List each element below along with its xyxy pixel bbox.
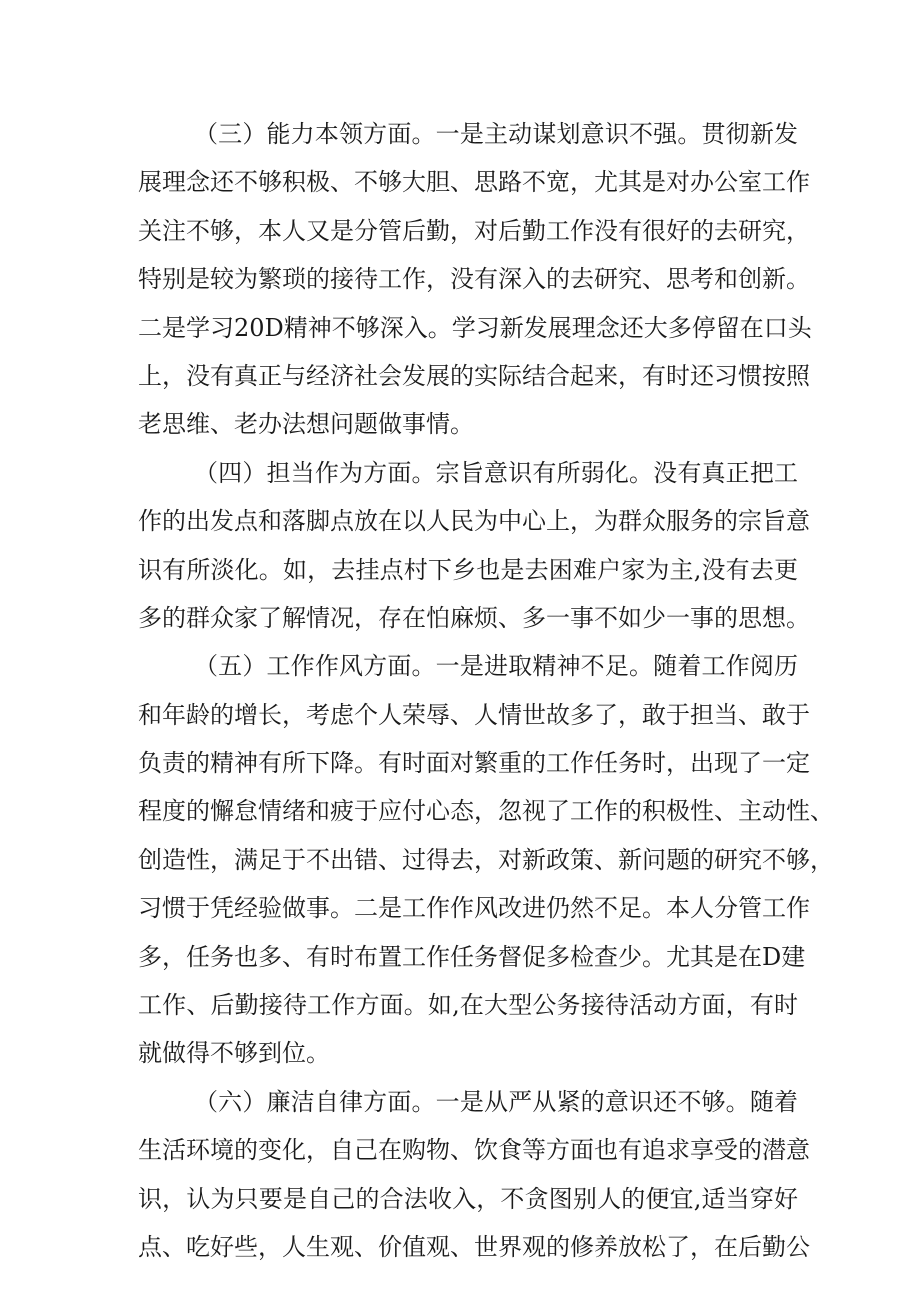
text-line: 生活环境的变化，自己在购物、饮食等方面也有追求享受的潜意 <box>138 1136 810 1165</box>
text-line: 负责的精神有所下降。有时面对繁重的工作任务时，出现了一定 <box>138 749 810 778</box>
paragraph-ability <box>138 110 812 449</box>
text-line: 展理念还不够积极、不够大胆、思路不宽，尤其是对办公室工作 <box>138 168 810 197</box>
text-line: 就做得不够到位。 <box>138 1039 330 1068</box>
document-body <box>138 110 834 1271</box>
text-line: （六）廉洁自律方面。一是从严从紧的意识还不够。随着 <box>194 1087 798 1116</box>
text-line: 识，认为只要是自己的合法收入，不贪图别人的便宜,适当穿好 <box>138 1184 798 1213</box>
text-line: 二是学习20D精神不够深入。学习新发展理念还大多停留在口头 <box>138 313 812 342</box>
text-line: （四）担当作为方面。宗旨意识有所弱化。没有真正把工 <box>194 458 798 487</box>
text-line: （五）工作作风方面。一是进取精神不足。随着工作阅历 <box>194 652 798 681</box>
text-line: 多的群众家了解情况，存在怕麻烦、多一事不如少一事的思想。 <box>138 603 810 632</box>
text-line: 习惯于凭经验做事。二是工作作风改进仍然不足。本人分管工作 <box>138 894 810 923</box>
paragraph-responsibility <box>138 449 810 643</box>
text-line: 特别是较为繁琐的接待工作，没有深入的去研究、思考和创新。 <box>138 265 810 294</box>
text-line: 多，任务也多、有时布置工作任务督促多检查少。尤其是在D建 <box>138 942 806 971</box>
text-line: 和年龄的增长，考虑个人荣辱、人情世故多了，敢于担当、敢于 <box>138 700 810 729</box>
text-line: 点、吃好些，人生观、价值观、世界观的修养放松了，在后勤公 <box>138 1232 810 1261</box>
text-line: 作的出发点和落脚点放在以人民为中心上，为群众服务的宗旨意 <box>138 507 810 536</box>
text-line: 程度的懈怠情绪和疲于应付心态，忽视了工作的积极性、主动性、 <box>138 797 834 826</box>
paragraph-integrity <box>138 1078 810 1272</box>
paragraph-work-style <box>138 642 834 1078</box>
text-line: 上，没有真正与经济社会发展的实际结合起来，有时还习惯按照 <box>138 361 810 390</box>
text-line: 识有所淡化。如，去挂点村下乡也是去困难户家为主,没有去更 <box>138 555 798 584</box>
text-line: （三）能力本领方面。一是主动谋划意识不强。贯彻新发 <box>194 120 798 148</box>
text-line: 创造性，满足于不出错、过得去，对新政策、新问题的研究不够， <box>138 845 834 874</box>
text-line: 老思维、老办法想问题做事情。 <box>138 410 474 439</box>
text-line: 关注不够，本人又是分管后勤，对后勤工作没有很好的去研究， <box>138 216 810 245</box>
text-line: 工作、后勤接待工作方面。如,在大型公务接待活动方面，有时 <box>138 991 798 1020</box>
